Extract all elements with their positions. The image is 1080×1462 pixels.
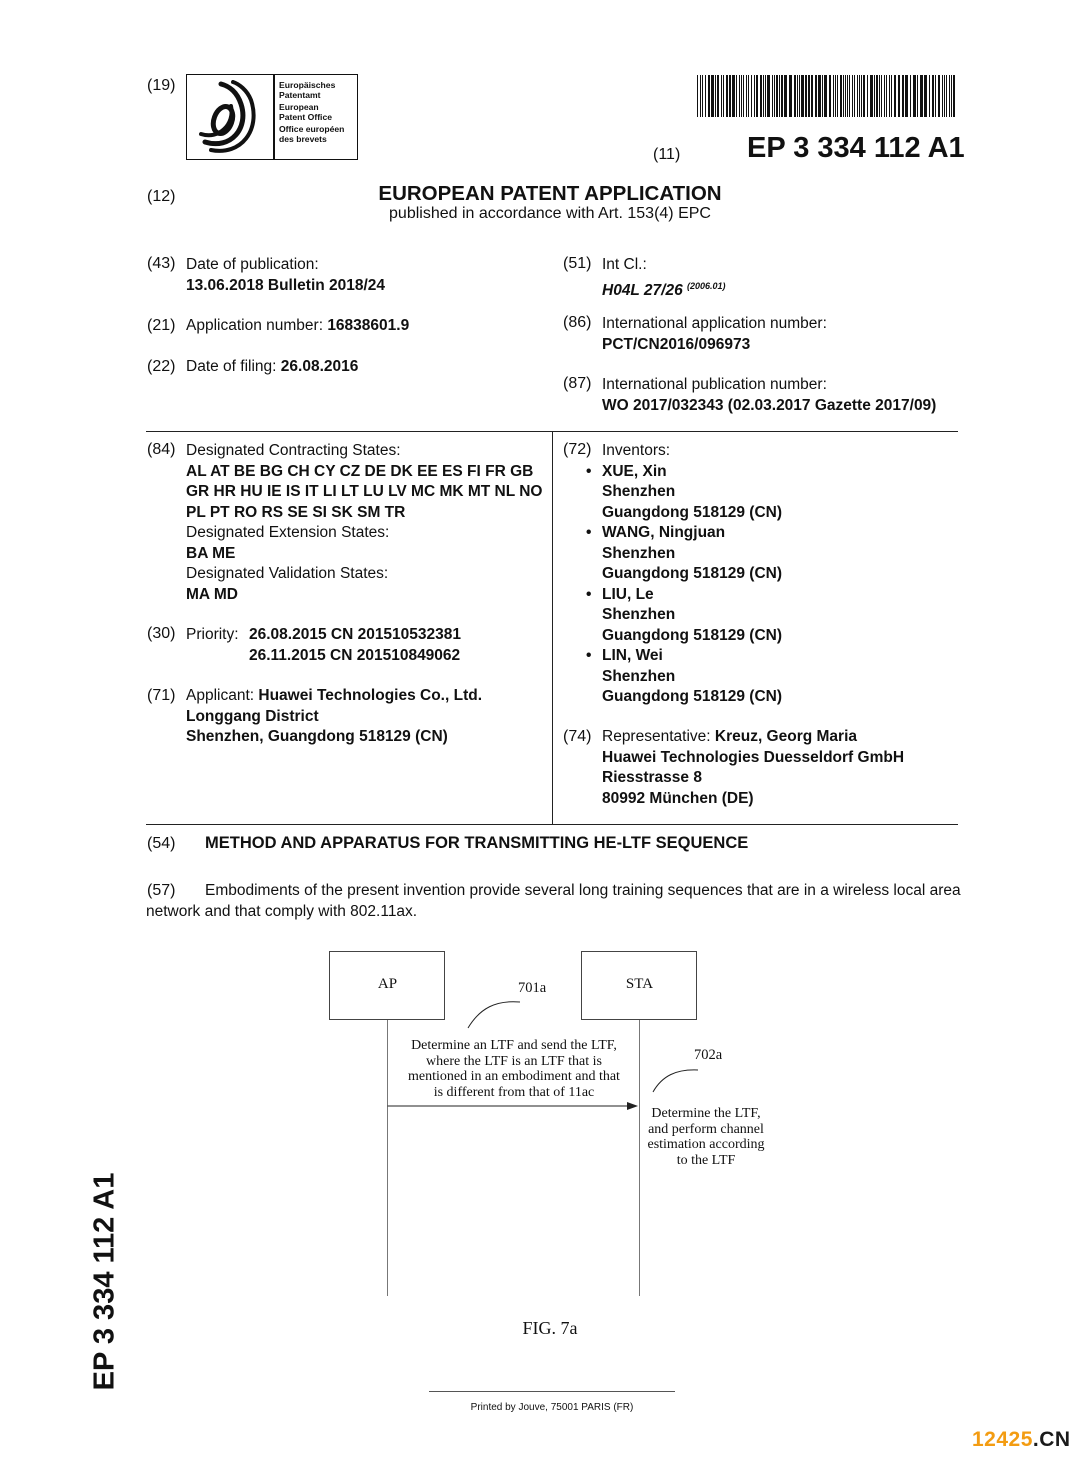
inventor-item: • XUE, Xin Shenzhen Guangdong 518129 (CN) [586, 462, 782, 521]
inid-code-72: (72) [563, 441, 592, 458]
document-subtitle: published in accordance with Art. 153(4) EPC [389, 205, 711, 222]
inventor-item: • WANG, Ningjuan Shenzhen Guangdong 518129 (CN) [586, 524, 782, 582]
inventor-item: • LIU, Le Shenzhen Guangdong 518129 (CN) [586, 585, 782, 644]
inid-code-54: (54) [147, 835, 176, 852]
inid-code-57: (57) [147, 882, 176, 899]
leader-701a [468, 1002, 520, 1028]
international-application: International application number: PCT/CN2016/096973 [602, 315, 827, 353]
inid-code-11: (11) [653, 146, 681, 163]
inid-code-22: (22) [147, 358, 176, 375]
inid-code-43: (43) [147, 255, 176, 272]
inid-code-74: (74) [563, 728, 592, 745]
int-classification: Int Cl.: H04L 27/26 $^{(2006.01)}$ [602, 256, 726, 299]
publication-number: EP 3 334 112 A1 [747, 132, 965, 164]
side-publication-number: EP 3 334 112 A1 [88, 1172, 121, 1391]
inid-code-86: (86) [563, 314, 592, 331]
filing-date: Date of filing: 26.08.2016 [186, 358, 359, 375]
ap-label: AP [377, 976, 398, 992]
column-divider [552, 431, 553, 824]
figure-caption: FIG. 7a [522, 1318, 578, 1338]
footer-rule [429, 1391, 675, 1392]
inid-code-84: (84) [147, 441, 176, 458]
epo-emblem-icon [197, 80, 263, 154]
sta-label: STA [625, 976, 654, 992]
publication-date: Date of publication: 13.06.2018 Bulletin 2018/24 [186, 256, 386, 294]
priority: Priority: 26.08.2015 CN 201510532381 26.11.2015 CN 201510849062 [186, 626, 462, 664]
inid-code-71: (71) [147, 687, 176, 704]
ref-701a: 701a [518, 980, 547, 996]
inid-code-51: (51) [563, 255, 592, 272]
inid-code-19: (19) [147, 77, 176, 94]
barcode [697, 75, 957, 117]
epo-logo [186, 74, 358, 160]
abstract-line-1: Embodiments of the present invention provide several long training sequences that are in a wireless local area [205, 882, 961, 899]
inid-code-12: (12) [147, 188, 176, 205]
inid-code-30: (30) [147, 625, 176, 642]
representative: Representative: Kreuz, Georg Maria Huawei Technologies Duesseldorf GmbH Riesstrasse 8 80992 München (DE) [602, 728, 905, 807]
inventor-item: • LIN, Wei Shenzhen Guangdong 518129 (CN) [586, 647, 782, 705]
inventors: Inventors: • XUE, Xin Shenzhen Guangdong 518129 (CN) • WANG, Ningjuan Shenzhen Guangdong 518129 (CN) • LIU, Le Shenzhen Guangdong 518129 (CN) • LIN, Wei Shenzhen Guangdong 518129 (CN) [602, 441, 782, 708]
designated-states: Designated Contracting States: AL AT BE BG CH CY CZ DE DK EE ES FI FR GB GR HR HU IE IS IT LI LT LU LV MC MK MT NL NO PL PT RO RS SE SI SK SM TR Designated Extension States: BA ME Designated Validation States: MA MD [186, 442, 543, 603]
leader-702a [653, 1070, 698, 1092]
step-determine-send: Determine an LTF and send the LTF, where the LTF is an LTF that is mentioned in an embodiment and that is different from that of 11ac [408, 1038, 620, 1100]
document-title: EUROPEAN PATENT APPLICATION [378, 182, 722, 205]
inid-code-21: (21) [147, 317, 176, 334]
office-name: Europäisches Patentamt European Patent Office Office européen des brevets [279, 80, 345, 144]
invention-title: METHOD AND APPARATUS FOR TRANSMITTING HE-LTF SEQUENCE [205, 834, 749, 852]
application-number: Application number: 16838601.9 [186, 317, 410, 334]
international-publication: International publication number: WO 2017/032343 (02.03.2017 Gazette 2017/09) [602, 376, 937, 414]
applicant: Applicant: Huawei Technologies Co., Ltd. Longgang District Shenzhen, Guangdong 518129 (CN) [186, 687, 483, 745]
ref-702a: 702a [694, 1047, 723, 1063]
watermark-brand: 12425.CN [972, 1428, 1071, 1451]
printer-note: Printed by Jouve, 75001 PARIS (FR) [470, 1402, 634, 1413]
divider-bottom [146, 824, 958, 825]
inid-code-87: (87) [563, 375, 592, 392]
step-channel-estimation: Determine the LTF, and perform channel estimation according to the LTF [647, 1106, 765, 1168]
abstract-line-2: network and that comply with 802.11ax. [146, 903, 418, 920]
